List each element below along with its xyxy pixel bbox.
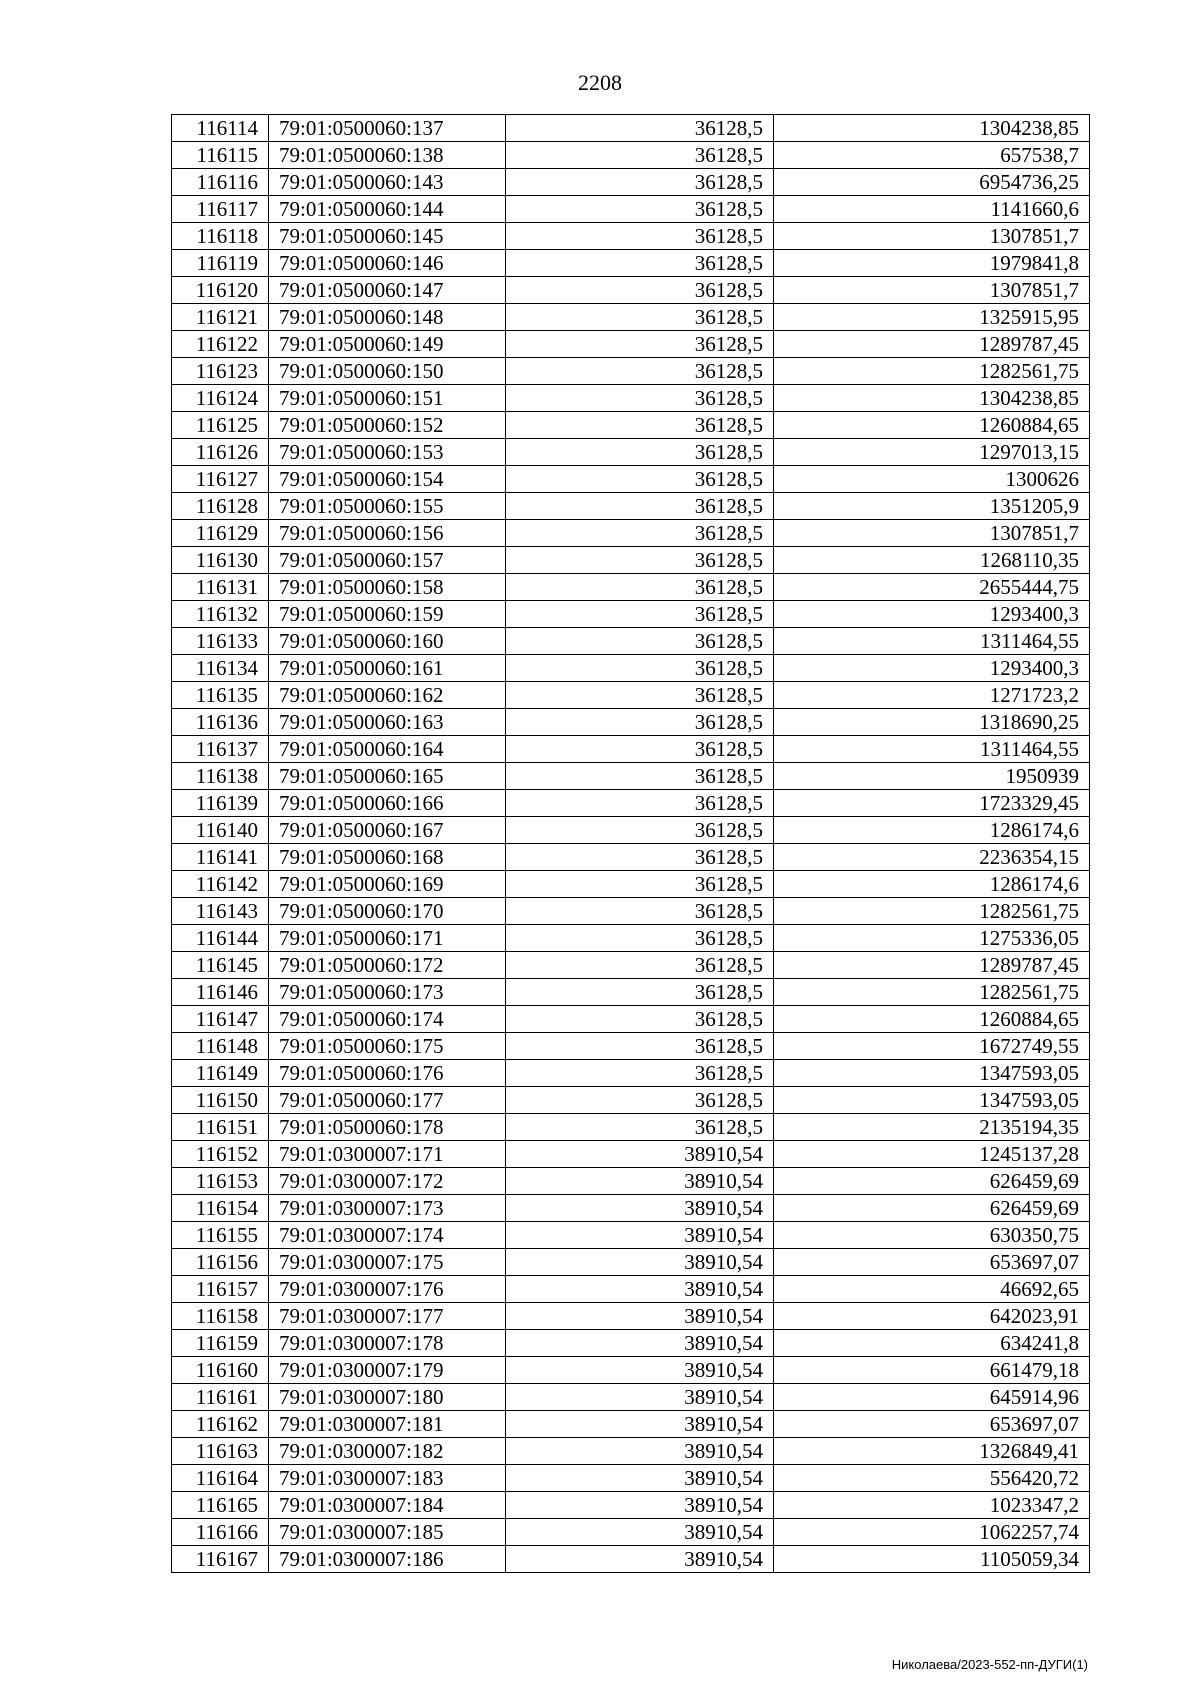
page-number: 2208 [578,70,622,95]
row-number-cell: 116150 [172,1087,269,1114]
table-row [172,1249,1090,1276]
cadastral-value-cell: 626459,69 [774,1168,1090,1195]
specific-value-cell: 36128,5 [506,736,774,763]
row-number-cell: 116129 [172,520,269,547]
specific-value-cell: 38910,54 [506,1303,774,1330]
cadastral-number-cell: 79:01:0500060:155 [269,493,506,520]
specific-value-cell: 36128,5 [506,331,774,358]
cadastral-value-cell: 634241,8 [774,1330,1090,1357]
registry-table-body [172,115,1090,1573]
specific-value-cell: 36128,5 [506,1087,774,1114]
row-number-cell: 116139 [172,790,269,817]
cadastral-value-cell: 1260884,65 [774,412,1090,439]
specific-value-cell: 36128,5 [506,709,774,736]
table-row [172,1492,1090,1519]
cadastral-value-cell: 626459,69 [774,1195,1090,1222]
row-number-cell: 116124 [172,385,269,412]
table-row [172,1411,1090,1438]
specific-value-cell: 36128,5 [506,412,774,439]
table-row [172,277,1090,304]
specific-value-cell: 36128,5 [506,601,774,628]
specific-value-cell: 36128,5 [506,1114,774,1141]
specific-value-cell: 36128,5 [506,979,774,1006]
cadastral-value-cell: 1723329,45 [774,790,1090,817]
cadastral-number-cell: 79:01:0500060:175 [269,1033,506,1060]
registry-table [171,114,1090,1573]
cadastral-number-cell: 79:01:0500060:173 [269,979,506,1006]
cadastral-value-cell: 556420,72 [774,1465,1090,1492]
row-number-cell: 116153 [172,1168,269,1195]
specific-value-cell: 38910,54 [506,1141,774,1168]
row-number-cell: 116143 [172,898,269,925]
specific-value-cell: 36128,5 [506,250,774,277]
specific-value-cell: 36128,5 [506,790,774,817]
specific-value-cell: 36128,5 [506,871,774,898]
cadastral-value-cell: 1311464,55 [774,736,1090,763]
row-number-cell: 116131 [172,574,269,601]
row-number-cell: 116155 [172,1222,269,1249]
specific-value-cell: 36128,5 [506,763,774,790]
table-row [172,1276,1090,1303]
table-row [172,817,1090,844]
row-number-cell: 116116 [172,169,269,196]
cadastral-value-cell: 1307851,7 [774,223,1090,250]
cadastral-number-cell: 79:01:0300007:174 [269,1222,506,1249]
table-row [172,331,1090,358]
table-row [172,898,1090,925]
row-number-cell: 116142 [172,871,269,898]
specific-value-cell: 36128,5 [506,439,774,466]
cadastral-value-cell: 1289787,45 [774,331,1090,358]
row-number-cell: 116145 [172,952,269,979]
table-row [172,520,1090,547]
table-row [172,1303,1090,1330]
row-number-cell: 116130 [172,547,269,574]
cadastral-number-cell: 79:01:0500060:143 [269,169,506,196]
cadastral-number-cell: 79:01:0300007:183 [269,1465,506,1492]
row-number-cell: 116166 [172,1519,269,1546]
cadastral-number-cell: 79:01:0300007:181 [269,1411,506,1438]
table-row [172,1006,1090,1033]
table-row [172,1465,1090,1492]
specific-value-cell: 36128,5 [506,547,774,574]
specific-value-cell: 38910,54 [506,1195,774,1222]
row-number-cell: 116127 [172,466,269,493]
row-number-cell: 116161 [172,1384,269,1411]
specific-value-cell: 36128,5 [506,925,774,952]
row-number-cell: 116141 [172,844,269,871]
cadastral-number-cell: 79:01:0500060:162 [269,682,506,709]
cadastral-value-cell: 1300626 [774,466,1090,493]
table-row [172,925,1090,952]
cadastral-number-cell: 79:01:0300007:171 [269,1141,506,1168]
cadastral-value-cell: 6954736,25 [774,169,1090,196]
cadastral-number-cell: 79:01:0500060:156 [269,520,506,547]
specific-value-cell: 36128,5 [506,1060,774,1087]
row-number-cell: 116156 [172,1249,269,1276]
cadastral-number-cell: 79:01:0500060:137 [269,115,506,142]
table-row [172,439,1090,466]
specific-value-cell: 38910,54 [506,1519,774,1546]
cadastral-value-cell: 1245137,28 [774,1141,1090,1168]
cadastral-value-cell: 2655444,75 [774,574,1090,601]
cadastral-number-cell: 79:01:0500060:163 [269,709,506,736]
cadastral-value-cell: 2135194,35 [774,1114,1090,1141]
specific-value-cell: 36128,5 [506,115,774,142]
cadastral-number-cell: 79:01:0500060:166 [269,790,506,817]
cadastral-number-cell: 79:01:0500060:150 [269,358,506,385]
cadastral-number-cell: 79:01:0300007:173 [269,1195,506,1222]
table-row [172,358,1090,385]
table-row [172,1438,1090,1465]
table-row [172,1357,1090,1384]
row-number-cell: 116147 [172,1006,269,1033]
row-number-cell: 116165 [172,1492,269,1519]
cadastral-number-cell: 79:01:0500060:160 [269,628,506,655]
specific-value-cell: 36128,5 [506,466,774,493]
table-row [172,1033,1090,1060]
cadastral-number-cell: 79:01:0300007:186 [269,1546,506,1573]
cadastral-number-cell: 79:01:0300007:185 [269,1519,506,1546]
cadastral-number-cell: 79:01:0500060:171 [269,925,506,952]
cadastral-number-cell: 79:01:0500060:168 [269,844,506,871]
cadastral-number-cell: 79:01:0500060:159 [269,601,506,628]
cadastral-value-cell: 1289787,45 [774,952,1090,979]
cadastral-number-cell: 79:01:0300007:172 [269,1168,506,1195]
row-number-cell: 116125 [172,412,269,439]
specific-value-cell: 36128,5 [506,358,774,385]
cadastral-number-cell: 79:01:0500060:176 [269,1060,506,1087]
table-row [172,655,1090,682]
cadastral-value-cell: 1023347,2 [774,1492,1090,1519]
table-row [172,223,1090,250]
table-row [172,844,1090,871]
cadastral-number-cell: 79:01:0300007:184 [269,1492,506,1519]
specific-value-cell: 38910,54 [506,1465,774,1492]
cadastral-value-cell: 1282561,75 [774,358,1090,385]
table-row [172,142,1090,169]
row-number-cell: 116164 [172,1465,269,1492]
row-number-cell: 116137 [172,736,269,763]
cadastral-number-cell: 79:01:0500060:164 [269,736,506,763]
specific-value-cell: 36128,5 [506,817,774,844]
table-row [172,1087,1090,1114]
cadastral-number-cell: 79:01:0500060:165 [269,763,506,790]
cadastral-number-cell: 79:01:0300007:180 [269,1384,506,1411]
specific-value-cell: 36128,5 [506,304,774,331]
cadastral-number-cell: 79:01:0500060:147 [269,277,506,304]
cadastral-number-cell: 79:01:0300007:179 [269,1357,506,1384]
cadastral-value-cell: 1307851,7 [774,277,1090,304]
table-row [172,952,1090,979]
specific-value-cell: 38910,54 [506,1276,774,1303]
row-number-cell: 116140 [172,817,269,844]
row-number-cell: 116123 [172,358,269,385]
cadastral-value-cell: 1304238,85 [774,385,1090,412]
table-row [172,1330,1090,1357]
cadastral-number-cell: 79:01:0300007:176 [269,1276,506,1303]
cadastral-value-cell: 630350,75 [774,1222,1090,1249]
cadastral-value-cell: 1304238,85 [774,115,1090,142]
cadastral-number-cell: 79:01:0500060:138 [269,142,506,169]
specific-value-cell: 36128,5 [506,142,774,169]
cadastral-value-cell: 2236354,15 [774,844,1090,871]
row-number-cell: 116162 [172,1411,269,1438]
cadastral-value-cell: 1141660,6 [774,196,1090,223]
table-row [172,466,1090,493]
row-number-cell: 116159 [172,1330,269,1357]
specific-value-cell: 36128,5 [506,628,774,655]
table-row [172,1384,1090,1411]
cadastral-value-cell: 1286174,6 [774,871,1090,898]
specific-value-cell: 36128,5 [506,277,774,304]
cadastral-value-cell: 1950939 [774,763,1090,790]
table-row [172,601,1090,628]
row-number-cell: 116144 [172,925,269,952]
row-number-cell: 116120 [172,277,269,304]
cadastral-number-cell: 79:01:0500060:167 [269,817,506,844]
specific-value-cell: 38910,54 [506,1168,774,1195]
cadastral-value-cell: 1979841,8 [774,250,1090,277]
cadastral-value-cell: 1105059,34 [774,1546,1090,1573]
specific-value-cell: 36128,5 [506,1033,774,1060]
cadastral-value-cell: 1347593,05 [774,1060,1090,1087]
cadastral-number-cell: 79:01:0500060:177 [269,1087,506,1114]
table-row [172,682,1090,709]
row-number-cell: 116126 [172,439,269,466]
row-number-cell: 116135 [172,682,269,709]
table-row [172,196,1090,223]
cadastral-value-cell: 653697,07 [774,1249,1090,1276]
cadastral-number-cell: 79:01:0500060:158 [269,574,506,601]
row-number-cell: 116121 [172,304,269,331]
specific-value-cell: 38910,54 [506,1384,774,1411]
row-number-cell: 116128 [172,493,269,520]
row-number-cell: 116122 [172,331,269,358]
table-row [172,304,1090,331]
row-number-cell: 116160 [172,1357,269,1384]
specific-value-cell: 36128,5 [506,682,774,709]
row-number-cell: 116117 [172,196,269,223]
specific-value-cell: 36128,5 [506,520,774,547]
row-number-cell: 116133 [172,628,269,655]
row-number-cell: 116149 [172,1060,269,1087]
cadastral-number-cell: 79:01:0500060:146 [269,250,506,277]
specific-value-cell: 38910,54 [506,1249,774,1276]
cadastral-value-cell: 1311464,55 [774,628,1090,655]
cadastral-number-cell: 79:01:0300007:177 [269,1303,506,1330]
specific-value-cell: 36128,5 [506,844,774,871]
row-number-cell: 116152 [172,1141,269,1168]
cadastral-value-cell: 1271723,2 [774,682,1090,709]
cadastral-value-cell: 1351205,9 [774,493,1090,520]
cadastral-number-cell: 79:01:0500060:152 [269,412,506,439]
table-row [172,790,1090,817]
table-row [172,1195,1090,1222]
table-row [172,709,1090,736]
cadastral-number-cell: 79:01:0500060:144 [269,196,506,223]
table-row [172,1168,1090,1195]
cadastral-value-cell: 1275336,05 [774,925,1090,952]
document-footer-code: Николаева/2023-552-пп-ДУГИ(1) [891,1657,1088,1672]
specific-value-cell: 38910,54 [506,1330,774,1357]
row-number-cell: 116154 [172,1195,269,1222]
table-row [172,1546,1090,1573]
row-number-cell: 116148 [172,1033,269,1060]
specific-value-cell: 36128,5 [506,223,774,250]
specific-value-cell: 38910,54 [506,1357,774,1384]
table-row [172,250,1090,277]
table-row [172,493,1090,520]
cadastral-number-cell: 79:01:0300007:178 [269,1330,506,1357]
specific-value-cell: 36128,5 [506,574,774,601]
row-number-cell: 116134 [172,655,269,682]
cadastral-value-cell: 1268110,35 [774,547,1090,574]
cadastral-number-cell: 79:01:0300007:175 [269,1249,506,1276]
cadastral-value-cell: 657538,7 [774,142,1090,169]
specific-value-cell: 36128,5 [506,952,774,979]
cadastral-number-cell: 79:01:0500060:172 [269,952,506,979]
cadastral-number-cell: 79:01:0500060:170 [269,898,506,925]
specific-value-cell: 38910,54 [506,1492,774,1519]
cadastral-value-cell: 1286174,6 [774,817,1090,844]
cadastral-value-cell: 1260884,65 [774,1006,1090,1033]
row-number-cell: 116138 [172,763,269,790]
specific-value-cell: 36128,5 [506,493,774,520]
specific-value-cell: 38910,54 [506,1222,774,1249]
cadastral-number-cell: 79:01:0300007:182 [269,1438,506,1465]
cadastral-value-cell: 645914,96 [774,1384,1090,1411]
table-row [172,1141,1090,1168]
cadastral-value-cell: 1282561,75 [774,898,1090,925]
table-row [172,763,1090,790]
row-number-cell: 116167 [172,1546,269,1573]
cadastral-number-cell: 79:01:0500060:157 [269,547,506,574]
table-row [172,169,1090,196]
cadastral-value-cell: 653697,07 [774,1411,1090,1438]
cadastral-value-cell: 661479,18 [774,1357,1090,1384]
row-number-cell: 116151 [172,1114,269,1141]
row-number-cell: 116114 [172,115,269,142]
row-number-cell: 116115 [172,142,269,169]
cadastral-value-cell: 1282561,75 [774,979,1090,1006]
specific-value-cell: 36128,5 [506,655,774,682]
specific-value-cell: 36128,5 [506,1006,774,1033]
cadastral-number-cell: 79:01:0500060:145 [269,223,506,250]
cadastral-value-cell: 1293400,3 [774,655,1090,682]
table-row [172,1114,1090,1141]
cadastral-number-cell: 79:01:0500060:174 [269,1006,506,1033]
cadastral-number-cell: 79:01:0500060:153 [269,439,506,466]
cadastral-value-cell: 642023,91 [774,1303,1090,1330]
specific-value-cell: 36128,5 [506,385,774,412]
cadastral-value-cell: 1325915,95 [774,304,1090,331]
cadastral-value-cell: 1318690,25 [774,709,1090,736]
specific-value-cell: 36128,5 [506,898,774,925]
table-row [172,385,1090,412]
specific-value-cell: 36128,5 [506,169,774,196]
row-number-cell: 116136 [172,709,269,736]
cadastral-number-cell: 79:01:0500060:151 [269,385,506,412]
table-row [172,1060,1090,1087]
cadastral-number-cell: 79:01:0500060:154 [269,466,506,493]
cadastral-number-cell: 79:01:0500060:178 [269,1114,506,1141]
row-number-cell: 116158 [172,1303,269,1330]
table-row [172,1519,1090,1546]
table-row [172,871,1090,898]
table-row [172,736,1090,763]
row-number-cell: 116146 [172,979,269,1006]
row-number-cell: 116119 [172,250,269,277]
cadastral-value-cell: 1293400,3 [774,601,1090,628]
row-number-cell: 116132 [172,601,269,628]
cadastral-value-cell: 46692,65 [774,1276,1090,1303]
table-row [172,979,1090,1006]
row-number-cell: 116118 [172,223,269,250]
cadastral-value-cell: 1062257,74 [774,1519,1090,1546]
cadastral-value-cell: 1672749,55 [774,1033,1090,1060]
row-number-cell: 116163 [172,1438,269,1465]
cadastral-number-cell: 79:01:0500060:149 [269,331,506,358]
row-number-cell: 116157 [172,1276,269,1303]
cadastral-number-cell: 79:01:0500060:148 [269,304,506,331]
table-row [172,574,1090,601]
cadastral-number-cell: 79:01:0500060:169 [269,871,506,898]
specific-value-cell: 38910,54 [506,1411,774,1438]
table-row [172,412,1090,439]
table-row [172,628,1090,655]
cadastral-value-cell: 1297013,15 [774,439,1090,466]
cadastral-value-cell: 1307851,7 [774,520,1090,547]
table-row [172,547,1090,574]
specific-value-cell: 36128,5 [506,196,774,223]
table-row [172,115,1090,142]
cadastral-value-cell: 1347593,05 [774,1087,1090,1114]
cadastral-value-cell: 1326849,41 [774,1438,1090,1465]
cadastral-number-cell: 79:01:0500060:161 [269,655,506,682]
specific-value-cell: 38910,54 [506,1438,774,1465]
table-row [172,1222,1090,1249]
specific-value-cell: 38910,54 [506,1546,774,1573]
